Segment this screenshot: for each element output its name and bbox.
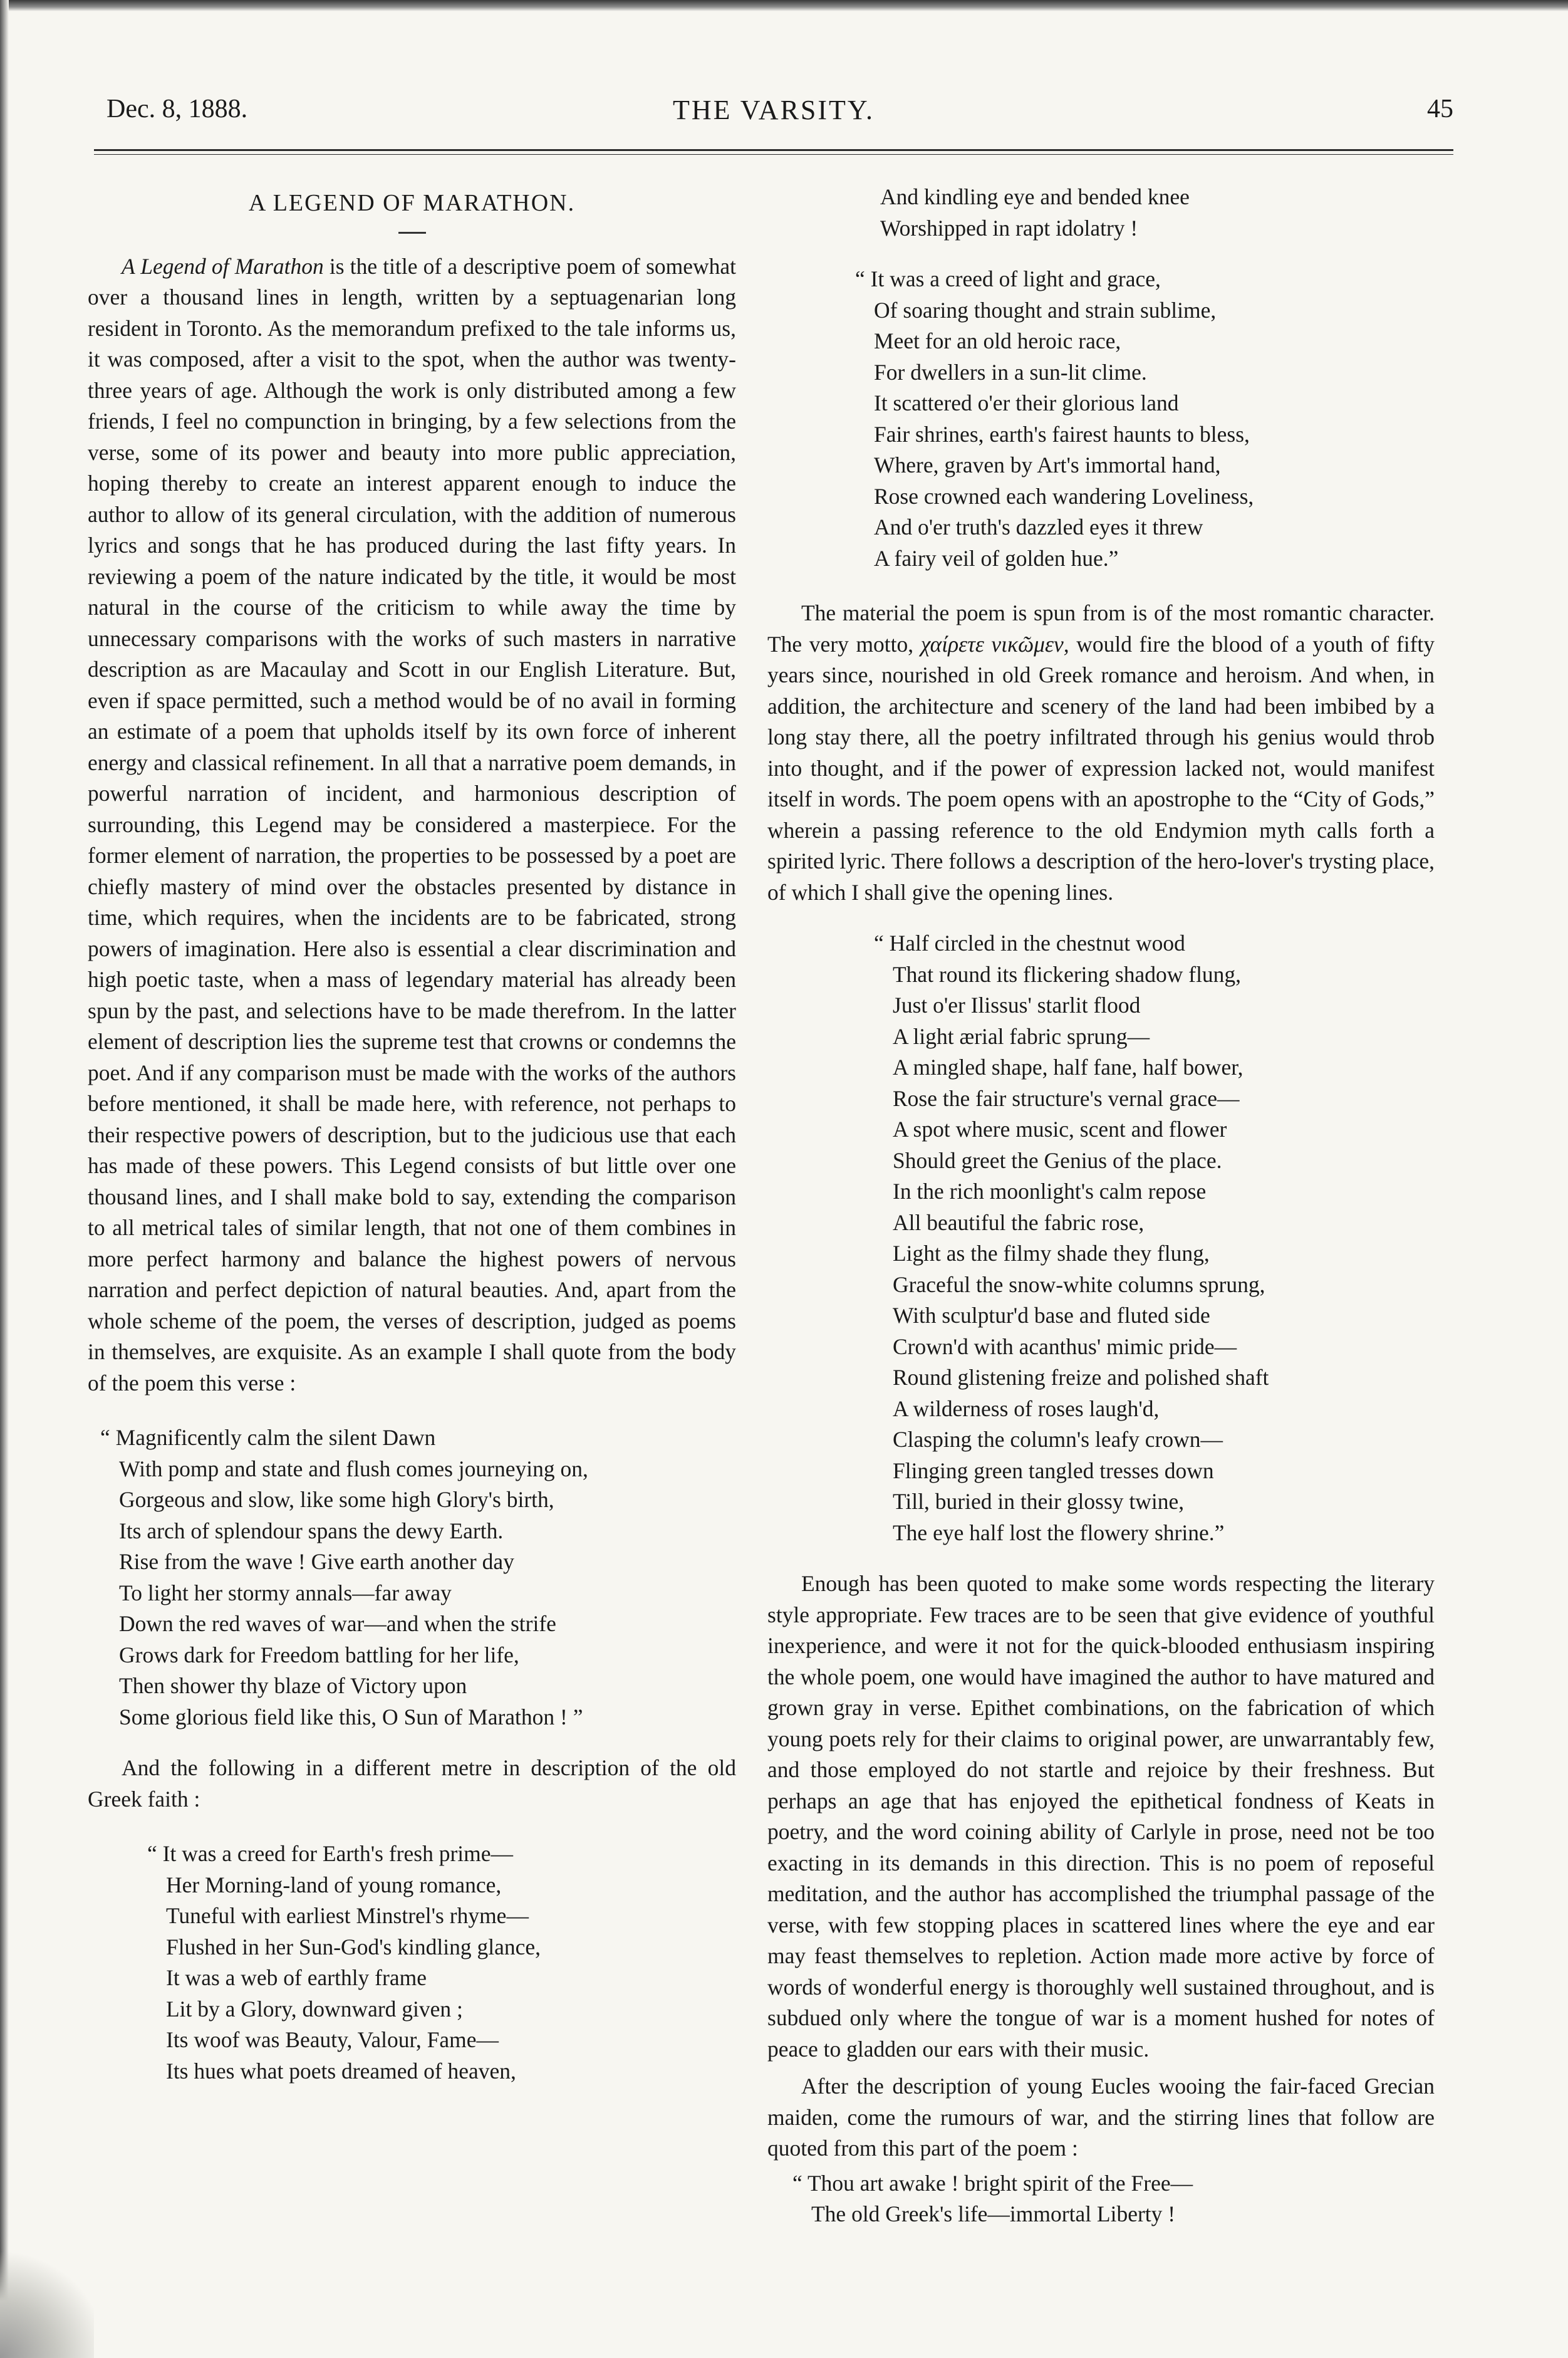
right-column: [767, 182, 1435, 2230]
scan-corner-shadow: [0, 2251, 94, 2358]
left-column: [88, 188, 736, 2087]
verse-line: A light ærial fabric sprung—: [893, 1023, 1150, 1049]
verse-line: Rise from the wave ! Give earth another day: [119, 1549, 514, 1574]
verse-line: “ Half circled in the chestnut wood: [874, 931, 1185, 956]
verse-line: “ It was a creed of light and grace,: [855, 266, 1161, 291]
verse-line: Her Morning-land of young romance,: [166, 1872, 502, 1897]
verse-line: To light her stormy annals—far away: [119, 1580, 452, 1605]
verse-line: “ Thou art awake ! bright spirit of the Free—: [792, 2170, 1193, 2196]
verse-line: And kindling eye and bended knee: [880, 184, 1190, 209]
verse-line: In the rich moonlight's calm repose: [893, 1179, 1207, 1204]
verse-creed-of-light: [855, 264, 1435, 574]
verse-line: Its hues what poets dreamed of heaven,: [166, 2058, 516, 2084]
verse-line: A mingled shape, half fane, half bower,: [893, 1055, 1243, 1080]
verse-line: Fair shrines, earth's fairest haunts to bless,: [874, 421, 1250, 447]
verse-line: Then shower thy blaze of Victory upon: [119, 1673, 467, 1698]
verse-line: Just o'er Ilissus' starlit flood: [893, 993, 1141, 1018]
verse-line: The old Greek's life—immortal Liberty !: [811, 2201, 1176, 2226]
verse-line: With sculptur'd base and fluted side: [893, 1303, 1210, 1328]
paragraph-material-text: The material the poem is spun from is of the most romantic character. The very motto,: [767, 600, 1435, 657]
verse-line: Clasping the column's leafy crown—: [893, 1427, 1223, 1452]
paragraph-material: [767, 598, 1435, 908]
verse-line: Lit by a Glory, downward given ;: [166, 1996, 463, 2022]
verse-line: Its woof was Beauty, Valour, Fame—: [166, 2027, 499, 2052]
paragraph-material-text-2: would fire the blood of a youth of fifty years since, nourished in old Greek romance and heroism. And when, in addition, the architecture and scenery of the land had been imbibed by a long stay there, all the poetry infiltrated through his genius would throb into thought, and if the power of expression lacked not, would manifest itself in words. The poem opens with an apostrophe to the “City of Gods,” wherein a passing reference to the old Endymion myth calls forth a spirited lyric. There follows a description of the hero-lover's trysting place, of which I shall give the opening lines.: [767, 631, 1435, 905]
verse-line: Grows dark for Freedom battling for her life,: [119, 1642, 519, 1667]
page-top-edge: [0, 0, 1568, 11]
verse-line: Worshipped in rapt idolatry !: [880, 215, 1138, 241]
verse-liberty: [792, 2168, 1435, 2230]
verse-line: Graceful the snow-white columns sprung,: [893, 1271, 1265, 1297]
verse-line: A spot where music, scent and flower: [893, 1117, 1227, 1142]
verse-line: A wilderness of roses laugh'd,: [893, 1395, 1160, 1421]
verse-line: And o'er truth's dazzled eyes it threw: [874, 514, 1203, 540]
verse-line: Down the red waves of war—and when the strife: [119, 1611, 556, 1636]
title-dash: [398, 232, 426, 234]
verse-line: Crown'd with acanthus' mimic pride—: [893, 1333, 1237, 1359]
verse-greek-faith: [147, 1839, 736, 2087]
verse-line: Flinging green tangled tresses down: [893, 1458, 1214, 1483]
verse-line: Meet for an old heroic race,: [874, 328, 1121, 353]
header-rule: [94, 149, 1453, 151]
header-rule-thin: [94, 154, 1453, 155]
verse-line: Where, graven by Art's immortal hand,: [874, 452, 1221, 477]
verse-line: A fairy veil of golden hue.”: [874, 545, 1119, 571]
verse-line: Of soaring thought and strain sublime,: [874, 297, 1217, 323]
verse-greek-faith-continued: [880, 182, 1435, 244]
verse-chestnut-wood: [874, 928, 1435, 1548]
verse-line: All beautiful the fabric rose,: [893, 1209, 1145, 1235]
verse-line: Should greet the Genius of the place.: [893, 1147, 1222, 1173]
page-left-edge: [0, 0, 9, 2358]
paragraph-eucles: After the description of young Eucles wooing the fair-faced Grecian maiden, come the rumours of war, and the stirring lines that follow are quoted from this part of the poem :: [767, 2074, 1435, 2161]
paragraph-intro-text: is the title of a descriptive poem of somewhat over a thousand lines in length, written by a septuagenarian long resident in Toronto. As the memorandum prefixed to the tale informs us, it was composed, after a visit to the spot, when the author was twenty-three years of age. Although the work is only distributed among a few friends, I feel no compunction in bringing, by a few selections from the verse, some of its power and beauty into more public appreciation, hoping thereby to create an interest apparent enough to induce the author to allow of its general circulation, with the addition of numerous lyrics and songs that he has produced during the last fifty years. In reviewing a poem of the nature indicated by the title, it would be most natural in the course of the criticism to while away the time by unnecessary comparisons with the works of such masters in narrative description as are Macaulay and Scott in our English Literature. But, even if space permitted, such a method would be of no avail in forming an estimate of a poem that upholds itself by its own force of inherent energy and classical refinement. In all that a narrative poem demands, in powerful narration of incident, and harmonious description of surrounding, this Legend may be considered a masterpiece. For the former element of narration, the properties to be possessed by a poet are chiefly mastery of mind over the obstacles presented by distance in time, which requires, when the incidents are to be fabricated, strong powers of imagination. Here also is essential a clear discrimination and high poetic taste, when a mass of legendary material has already been spun by the past, and selections have to be made therefrom. In the latter element of description lies the supreme test that crowns or condemns the poet. And if any comparison must be made with the works of the authors before mentioned, it shall be made here, with reference, not perhaps to their respective powers of description, but to the judicious use that each has made of these powers. This Legend consists of but little over one thousand lines, and I shall make bold to say, extending the comparison to all metrical tales of similar length, that not one of them combines in more perfect harmony and balance the highest powers of nervous narration and perfect depiction of natural beauties. And, apart from the whole scheme of the poem, the verses of description, judged as poems in themselves, are exquisite. As an example I shall quote from the body of the poem this verse :: [88, 253, 737, 1395]
verse-line: It scattered o'er their glorious land: [874, 390, 1179, 415]
paragraph-literary-style: Enough has been quoted to make some words respecting the literary style appropriate. Few traces are to be seen that give evidence of youthful inexperience, and were it not for the quick-blooded enthusiasm inspiring the whole poem, one would have imagined the author to have matured and grown gray in verse. Epithet combinations, on the fabrication of which young poets rely for their claims to original power, are unwarrantably few, and those employed do not startle and rejoice by their freshness. But perhaps an age that has enjoyed the epithetical fondness of Keats in poetry, and the word coining ability of Carlyle in prose, need not be too exacting in its demands in this direction. This is no poem of reposeful meditation, and the author has accomplished the triumphal passage of the verse, with few stopping places in scattered lines where the eye and ear may feast themselves to repletion. Action made more active by force of words of wonderful energy is thoroughly well sustained throughout, and is subdued only where the tongue of war is a moment hushed for notes of peace to gladden our ears with their music.: [767, 1571, 1435, 2062]
greek-motto: χαίρετε νικῶμεν,: [920, 631, 1069, 657]
header-page-number: 45: [1427, 95, 1453, 123]
verse-line: Its arch of splendour spans the dewy Earth.: [119, 1518, 504, 1543]
verse-line: For dwellers in a sun-lit clime.: [874, 359, 1147, 385]
verse-line: “ It was a creed for Earth's fresh prime—: [147, 1841, 513, 1866]
verse-line: It was a web of earthly frame: [166, 1965, 427, 1990]
verse-line: “ Magnificently calm the silent Dawn: [100, 1425, 436, 1450]
verse-line: Flushed in her Sun-God's kindling glance,: [166, 1934, 541, 1959]
verse-line: Gorgeous and slow, like some high Glory's birth,: [119, 1487, 554, 1512]
verse-line: The eye half lost the flowery shrine.”: [893, 1520, 1225, 1545]
verse-line: Some glorious field like this, O Sun of Marathon ! ”: [119, 1704, 583, 1729]
verse-line: Tuneful with earliest Minstrel's rhyme—: [166, 1903, 529, 1928]
verse-line: Rose the fair structure's vernal grace—: [893, 1085, 1240, 1111]
header-date: Dec. 8, 1888.: [106, 95, 248, 123]
verse-line: Till, buried in their glossy twine,: [893, 1489, 1185, 1514]
verse-line: Round glistening freize and polished shaft: [893, 1365, 1269, 1390]
paragraph-different-metre: And the following in a different metre in description of the old Greek faith :: [88, 1755, 736, 1812]
verse-line: Rose crowned each wandering Loveliness,: [874, 483, 1254, 509]
verse-line: With pomp and state and flush comes journeying on,: [119, 1456, 588, 1481]
verse-dawn: [100, 1422, 736, 1733]
paragraph-intro: [88, 251, 736, 1399]
page-header: [94, 94, 1453, 144]
poem-title-italic: A Legend of Marathon: [122, 253, 324, 279]
verse-line: That round its flickering shadow flung,: [893, 961, 1242, 987]
article-title: A LEGEND OF MARATHON.: [248, 190, 576, 216]
verse-line: Light as the filmy shade they flung,: [893, 1241, 1210, 1266]
header-title: THE VARSITY.: [672, 95, 875, 125]
